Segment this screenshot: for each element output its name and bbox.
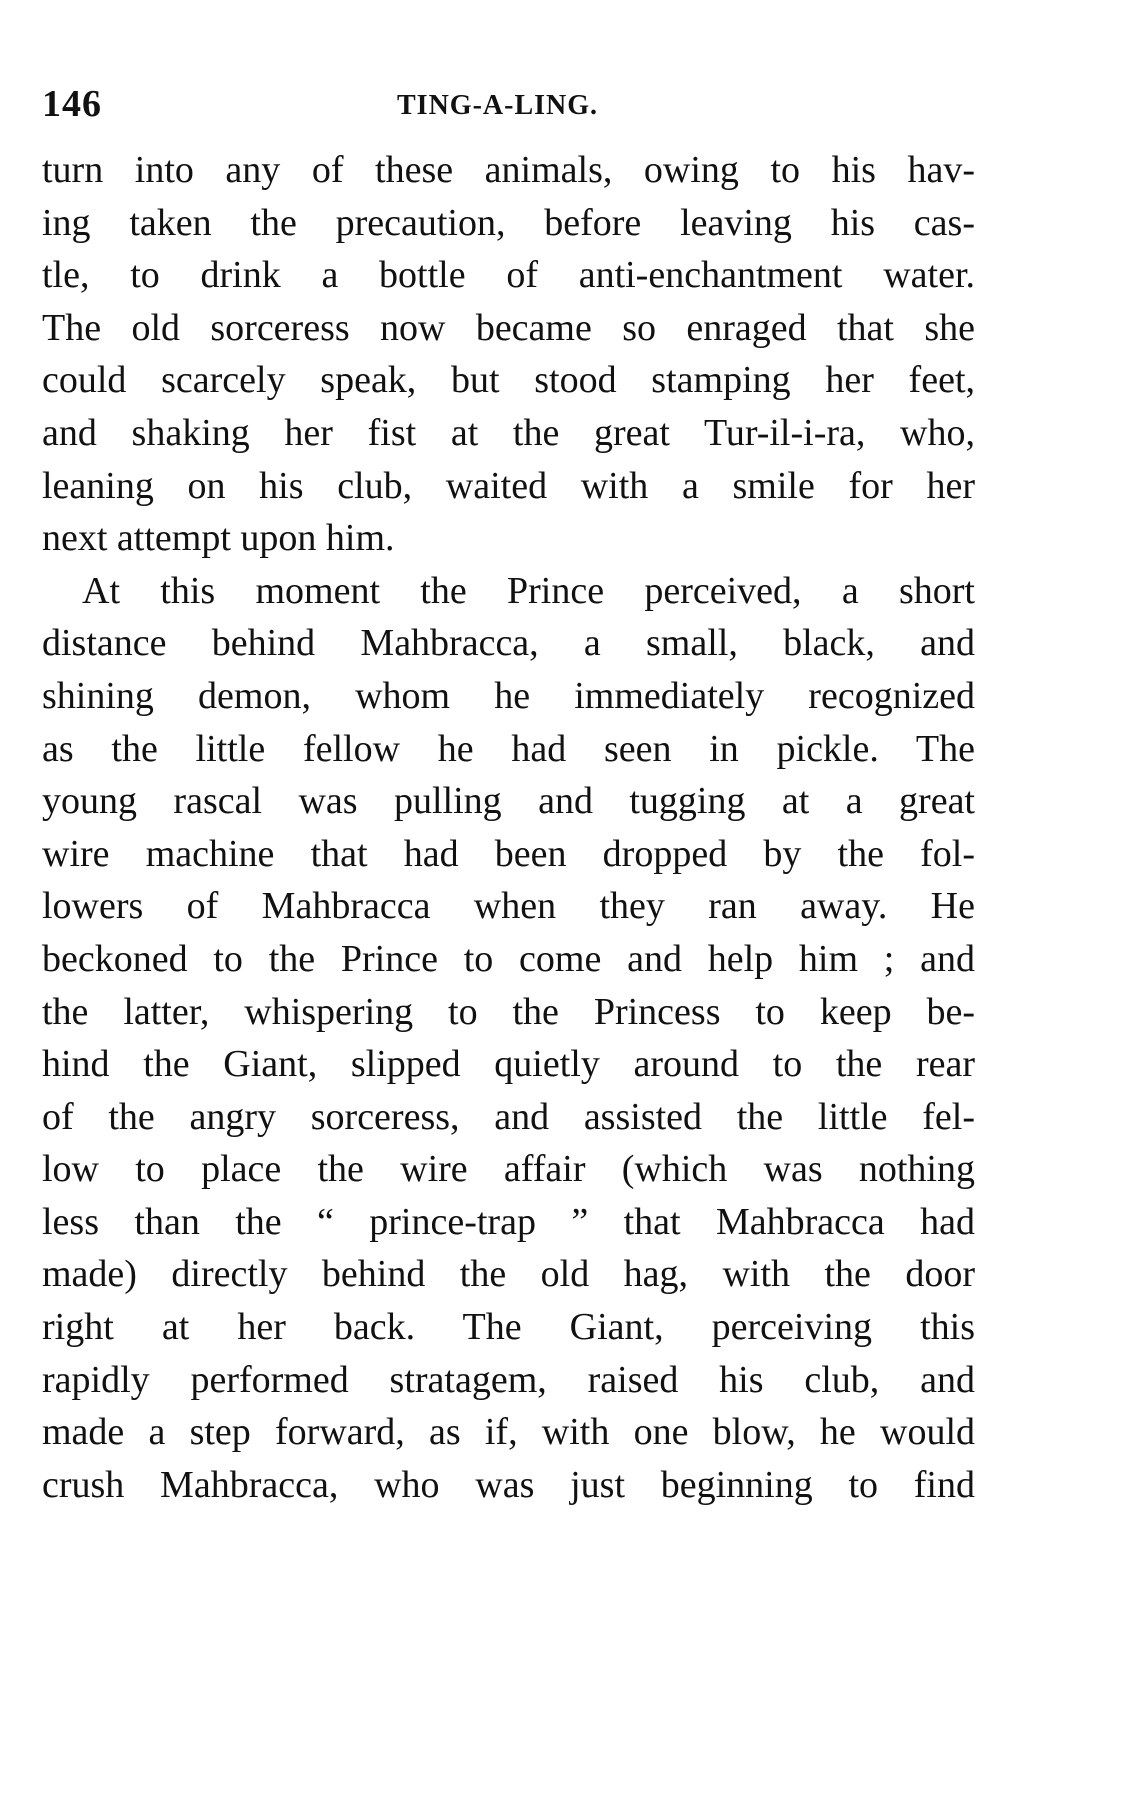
text-line: made) directly behind the old hag, with the door [42, 1253, 975, 1296]
text-line: crush Mahbracca, who was just beginning to find [42, 1463, 975, 1506]
text-line: distance behind Mahbracca, a small, black, and [42, 622, 975, 665]
text-line: tle, to drink a bottle of anti-enchantment water. [42, 254, 975, 297]
body-text [42, 144, 975, 1511]
text-line: next attempt upon him. [42, 517, 395, 560]
text-line: ing taken the precaution, before leaving his cas- [42, 201, 975, 244]
text-line: The old sorceress now became so enraged that she [42, 306, 975, 349]
text-line: leaning on his club, waited with a smile for her [42, 464, 975, 507]
text-line: hind the Giant, slipped quietly around to the rear [42, 1043, 975, 1086]
page-header [42, 82, 972, 132]
text-line: shining demon, whom he immediately recognized [42, 674, 975, 717]
text-line: could scarcely speak, but stood stamping her feet, [42, 359, 975, 402]
page-number: 146 [42, 83, 102, 125]
text-line: wire machine that had been dropped by the fol- [42, 832, 975, 875]
text-line: of the angry sorceress, and assisted the little fel- [42, 1095, 975, 1138]
text-line: as the little fellow he had seen in pickle. The [42, 727, 975, 770]
paragraph [42, 144, 975, 565]
paragraph [42, 565, 975, 1512]
text-line: young rascal was pulling and tugging at a great [42, 780, 975, 823]
text-line: beckoned to the Prince to come and help him ; and [42, 937, 975, 980]
text-line: low to place the wire affair (which was nothing [42, 1148, 975, 1191]
running-head: TING-A-LING. [397, 90, 599, 121]
text-line: the latter, whispering to the Princess to keep be- [42, 990, 975, 1033]
text-line: lowers of Mahbracca when they ran away. He [42, 885, 975, 928]
text-line: less than the “ prince-trap ” that Mahbracca had [42, 1200, 975, 1243]
text-line: and shaking her fist at the great Tur-il-i-ra, who, [42, 411, 975, 454]
text-line: turn into any of these animals, owing to his hav- [42, 149, 975, 191]
text-line: right at her back. The Giant, perceiving this [42, 1306, 975, 1349]
text-line: At this moment the Prince perceived, a short [82, 569, 975, 612]
text-line: rapidly performed stratagem, raised his club, and [42, 1358, 975, 1401]
text-line: made a step forward, as if, with one blow, he would [42, 1411, 975, 1454]
